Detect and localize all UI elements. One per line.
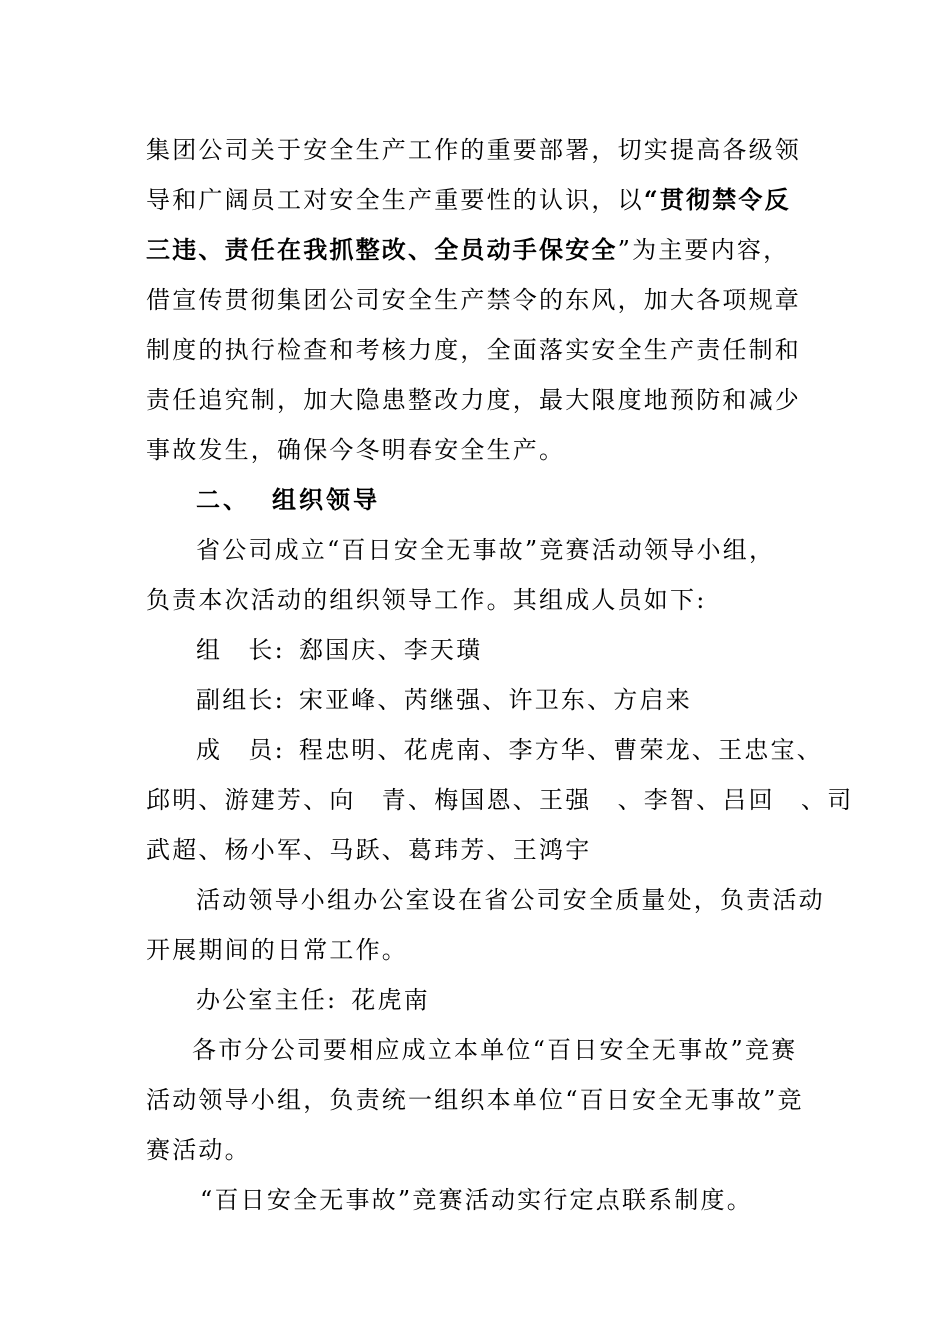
leader-label: 组 长: — [196, 636, 285, 664]
paragraph-line — [146, 1135, 806, 1165]
leader-names: 郄国庆、李天璜 — [298, 636, 483, 664]
members-line — [196, 735, 823, 765]
text: 赛活动。 — [146, 1136, 251, 1164]
members-label: 成 员: — [196, 736, 285, 764]
section-heading — [196, 485, 806, 515]
text: 活动领导小组办公室设在省公司安全质量处，负责活动 — [196, 886, 825, 914]
deputy-names: 宋亚峰、芮继强、许卫东、方启来 — [298, 686, 692, 714]
members-line — [146, 785, 854, 815]
paragraph-line — [196, 885, 825, 915]
text: ”为主要内容， — [617, 236, 790, 264]
section-number: 二、 — [196, 485, 250, 514]
text: “百日安全无事故”竞赛活动实行定点联系制度。 — [200, 1186, 753, 1214]
text: 各市分公司要相应成立本单位“百日安全无事故”竞赛 — [192, 1036, 798, 1064]
text: 事故发生，确保今冬明春安全生产。 — [146, 436, 566, 464]
text: 借宣传贯彻集团公司安全生产禁令的东风，加大各项规章 — [146, 286, 801, 314]
paragraph-line — [196, 535, 806, 565]
paragraph-line — [146, 935, 806, 965]
members-names: 程忠明、花虎南、李方华、曹荣龙、王忠宝、 — [298, 736, 823, 764]
section-title: 组织领导 — [272, 485, 380, 514]
deputy-label: 副组长: — [196, 686, 285, 714]
office-name: 花虎南 — [351, 986, 430, 1014]
paragraph-line — [146, 135, 806, 165]
paragraph-line — [200, 1185, 806, 1215]
text: 活动领导小组，负责统一组织本单位“百日安全无事故”竞 — [146, 1086, 804, 1114]
office-line — [196, 985, 806, 1015]
leader-line — [196, 635, 806, 665]
paragraph-line — [146, 235, 806, 265]
text: 省公司成立“百日安全无事故”竞赛活动领导小组， — [196, 536, 776, 564]
deputy-line — [196, 685, 806, 715]
paragraph-line — [146, 435, 806, 465]
paragraph-line — [146, 1085, 806, 1115]
paragraph-line — [146, 335, 806, 365]
text: 开展期间的日常工作。 — [146, 936, 408, 964]
members-line — [146, 835, 806, 865]
paragraph-line — [146, 185, 806, 215]
bold-text: “贯彻禁令反 — [643, 185, 791, 214]
bold-text: 三违、责任在我抓整改、全员动手保安全 — [146, 235, 618, 264]
text: 负责本次活动的组织领导工作。其组成人员如下: — [146, 586, 707, 614]
office-label: 办公室主任: — [196, 986, 338, 1014]
text: 制度的执行检查和考核力度，全面落实安全生产责任制和 — [146, 336, 801, 364]
members-names: 武超、杨小军、马跃、葛玮芳、王鸿宇 — [146, 836, 592, 864]
text: 导和广阔员工对安全生产重要性的认识，以 — [146, 186, 644, 214]
text: 责任追究制，加大隐患整改力度，最大限度地预防和减少 — [146, 386, 801, 414]
paragraph-line — [146, 585, 806, 615]
text: 集团公司关于安全生产工作的重要部署，切实提高各级领 — [146, 136, 801, 164]
paragraph-line — [146, 285, 806, 315]
paragraph-line — [146, 385, 806, 415]
paragraph-line — [192, 1035, 806, 1065]
members-names: 邱明、游建芳、向 青、梅国恩、王强 、李智、吕回 、司 — [146, 786, 854, 814]
